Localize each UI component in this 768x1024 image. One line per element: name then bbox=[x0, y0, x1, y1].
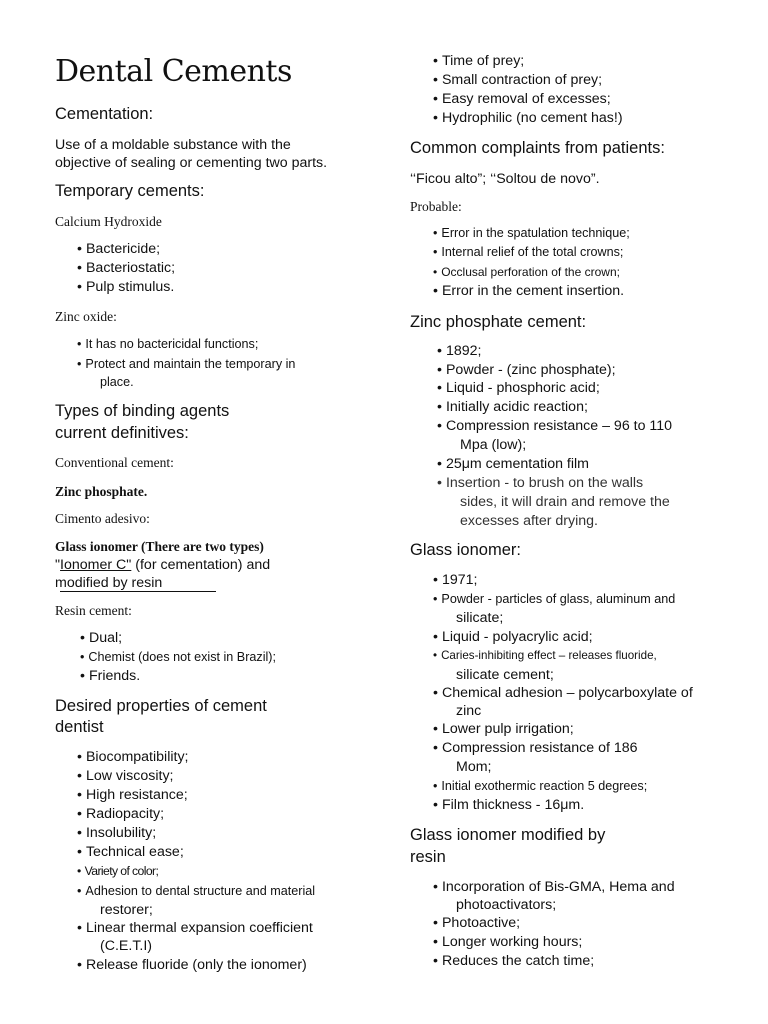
glass-ionomer-resin-heading-line-2: resin bbox=[410, 848, 446, 866]
list-item: • Film thickness - 16μm. bbox=[433, 797, 585, 813]
list-item: • It has no bactericidal functions; bbox=[77, 337, 259, 351]
list-item: • Pulp stimulus. bbox=[77, 279, 175, 295]
list-item-continuation: (C.E.T.I) bbox=[100, 938, 153, 954]
list-item: • Liquid - polyacrylic acid; bbox=[433, 629, 593, 645]
list-item: • Hydrophilic (no cement has!) bbox=[433, 110, 623, 126]
list-item: • Initially acidic reaction; bbox=[437, 399, 588, 415]
list-item: • 1971; bbox=[433, 572, 478, 588]
list-item-continuation: silicate; bbox=[456, 610, 504, 626]
cementation-text-line-1: Use of a moldable substance with the bbox=[55, 137, 291, 153]
list-item: • Reduces the catch time; bbox=[433, 953, 595, 969]
zinc-phosphate-cement-heading: Zinc phosphate cement: bbox=[410, 313, 587, 331]
calcium-hydroxide-label: Calcium Hydroxide bbox=[55, 214, 162, 229]
list-item-continuation: Mom; bbox=[456, 759, 492, 775]
list-item: • Low viscosity; bbox=[77, 768, 174, 784]
list-item: • Longer working hours; bbox=[433, 934, 583, 950]
list-item: • Insertion - to brush on the walls bbox=[437, 475, 644, 491]
list-item: • Biocompatibility; bbox=[77, 749, 189, 765]
list-item: • Powder - (zinc phosphate); bbox=[437, 362, 616, 378]
list-item: • Incorporation of Bis-GMA, Hema and bbox=[433, 879, 675, 895]
list-item: • Compression resistance – 96 to 110 bbox=[437, 418, 673, 434]
list-item: • Protect and maintain the temporary in bbox=[77, 357, 296, 371]
list-item: • Time of prey; bbox=[433, 53, 525, 69]
underline-rule bbox=[60, 591, 216, 592]
glass-ionomer-heading: Glass ionomer: bbox=[410, 541, 521, 559]
list-item-continuation: restorer; bbox=[100, 902, 153, 918]
list-item: • Initial exothermic reaction 5 degrees; bbox=[433, 779, 648, 793]
list-item: • Release fluoride (only the ionomer) bbox=[77, 957, 307, 973]
list-item-continuation: photoactivators; bbox=[456, 897, 557, 913]
cementation-text-line-2: objective of sealing or cementing two parts. bbox=[55, 155, 328, 171]
list-item: • Error in the cement insertion. bbox=[433, 283, 625, 299]
list-item: • Photoactive; bbox=[433, 915, 521, 931]
glass-ionomer-types-label: Glass ionomer (There are two types) bbox=[55, 539, 264, 554]
list-item: • High resistance; bbox=[77, 787, 188, 803]
list-item-continuation: Mpa (low); bbox=[460, 437, 527, 453]
desired-properties-heading-line-2: dentist bbox=[55, 718, 104, 736]
cementation-heading: Cementation: bbox=[55, 105, 154, 123]
desired-properties-heading-line-1: Desired properties of cement bbox=[55, 697, 267, 715]
ionomer-c-line: "Ionomer C" (for cementation) and bbox=[55, 557, 271, 573]
list-item: • Small contraction of prey; bbox=[433, 72, 603, 88]
list-item: • Internal relief of the total crowns; bbox=[433, 245, 624, 259]
list-item: • Insolubility; bbox=[77, 825, 157, 841]
complaints-heading: Common complaints from patients: bbox=[410, 139, 665, 157]
list-item: • Technical ease; bbox=[77, 844, 184, 860]
list-item: • Lower pulp irrigation; bbox=[433, 721, 574, 737]
temporary-cements-heading: Temporary cements: bbox=[55, 182, 205, 200]
list-item: • Radiopacity; bbox=[77, 806, 165, 822]
list-item: • Powder - particles of glass, aluminum and bbox=[433, 592, 676, 606]
zinc-oxide-label: Zinc oxide: bbox=[55, 309, 117, 324]
list-item: • Liquid - phosphoric acid; bbox=[437, 380, 600, 396]
list-item: • Bacteriostatic; bbox=[77, 260, 176, 276]
list-item: • Error in the spatulation technique; bbox=[433, 226, 630, 240]
list-item: • Bactericide; bbox=[77, 241, 161, 257]
list-item: • Chemist (does not exist in Brazil); bbox=[80, 650, 276, 664]
list-item: • Dual; bbox=[80, 630, 123, 646]
page-title: Dental Cements bbox=[55, 54, 292, 89]
list-item: • Variety of color; bbox=[77, 864, 159, 878]
binding-agents-heading-line-2: current definitives: bbox=[55, 424, 189, 442]
list-item: • Compression resistance of 186 bbox=[433, 740, 638, 756]
modified-by-resin-line: modified by resin bbox=[55, 575, 163, 591]
list-item: • Occlusal perforation of the crown; bbox=[433, 265, 620, 279]
list-item: • Adhesion to dental structure and material bbox=[77, 884, 316, 898]
zinc-phosphate-label: Zinc phosphate. bbox=[55, 484, 148, 499]
probable-label: Probable: bbox=[410, 199, 462, 214]
complaints-quote: ‘‘Ficou alto”; ‘‘Soltou de novo”. bbox=[410, 171, 600, 187]
conventional-cement-label: Conventional cement: bbox=[55, 455, 174, 470]
cimento-adesivo-label: Cimento adesivo: bbox=[55, 511, 150, 526]
list-item-continuation: sides, it will drain and remove the bbox=[460, 494, 670, 510]
list-item-continuation: excesses after drying. bbox=[460, 513, 598, 529]
binding-agents-heading-line-1: Types of binding agents bbox=[55, 402, 230, 420]
list-item: • Friends. bbox=[80, 668, 141, 684]
list-item: • Easy removal of excesses; bbox=[433, 91, 611, 107]
glass-ionomer-resin-heading-line-1: Glass ionomer modified by bbox=[410, 826, 606, 844]
list-item-continuation: silicate cement; bbox=[456, 667, 554, 683]
list-item: • Linear thermal expansion coefficient bbox=[77, 920, 313, 936]
list-item: • Chemical adhesion – polycarboxylate of bbox=[433, 685, 693, 701]
list-item: • 25μm cementation film bbox=[437, 456, 589, 472]
list-item: • 1892; bbox=[437, 343, 482, 359]
list-item-continuation: zinc bbox=[456, 703, 482, 719]
resin-cement-label: Resin cement: bbox=[55, 603, 132, 618]
list-item-continuation: place. bbox=[100, 375, 134, 389]
list-item: • Caries-inhibiting effect – releases fluoride, bbox=[433, 649, 657, 662]
